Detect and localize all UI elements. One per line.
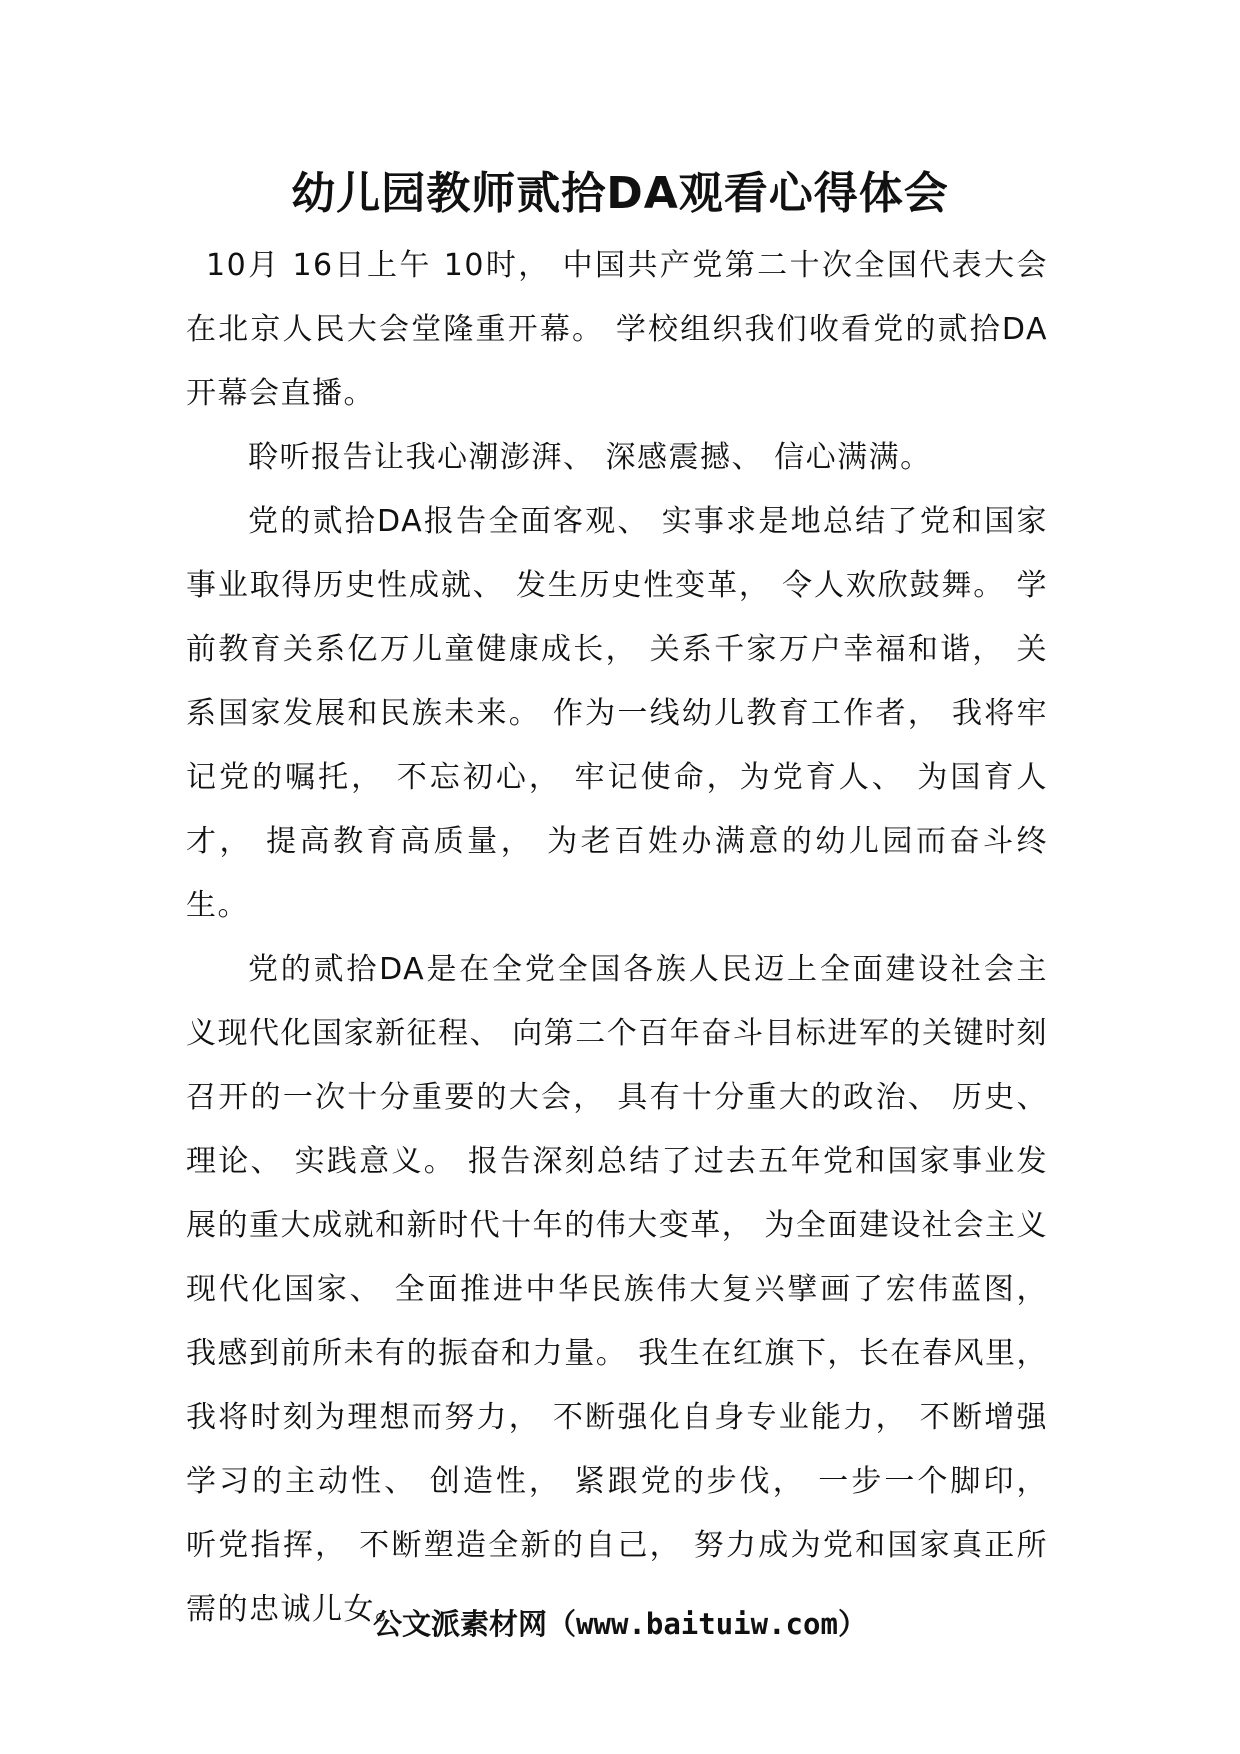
- paragraph-1: 10月 16日上午 10时， 中国共产党第二十次全国代表大会在北京人民大会堂隆重开幕。 学校组织我们收看党的贰拾DA开幕会直播。: [186, 248, 1048, 411]
- document-body: [186, 234, 1048, 1642]
- paragraph-3: 党的贰拾DA报告全面客观、 实事求是地总结了党和国家事业取得历史性成就、 发生历史性变革， 令人欢欣鼓舞。 学前教育关系亿万儿童健康成长， 关系千家万户幸福和谐， 关系国家发展和民族未来。 作为一线幼儿教育工作者， 我将牢记党的嘱托， 不忘初心， 牢记使命，为党育人、 为国育人才， 提高教育高质量， 为老百姓办满意的幼儿园而奋斗终生。: [186, 504, 1048, 923]
- footer-url: （www.baituiw.com）: [547, 1607, 867, 1641]
- paragraph-2: 聆听报告让我心潮澎湃、 深感震撼、 信心满满。: [248, 440, 932, 475]
- footer-site-name: 公文派素材网: [373, 1607, 548, 1641]
- page-footer: [0, 1604, 1240, 1644]
- paragraph-4: 党的贰拾DA是在全党全国各族人民迈上全面建设社会主义现代化国家新征程、 向第二个百年奋斗目标进军的关键时刻召开的一次十分重要的大会， 具有十分重大的政治、 历史、 理论、 实践意义。 报告深刻总结了过去五年党和国家事业发展的重大成就和新时代十年的伟大变革， 为全面建设社会主义现代化国家、 全面推进中华民族伟大复兴擘画了宏伟蓝图， 我感到前所未有的振奋和力量。 我生在红旗下，长在春风里， 我将时刻为理想而努力， 不断强化自身专业能力， 不断增强学习的主动性、 创造性， 紧跟党的步伐， 一步一个脚印， 听党指挥， 不断塑造全新的自己， 努力成为党和国家真正所需的忠诚儿女。: [186, 952, 1048, 1627]
- document-title: 幼儿园教师贰拾DA观看心得体会: [291, 168, 949, 219]
